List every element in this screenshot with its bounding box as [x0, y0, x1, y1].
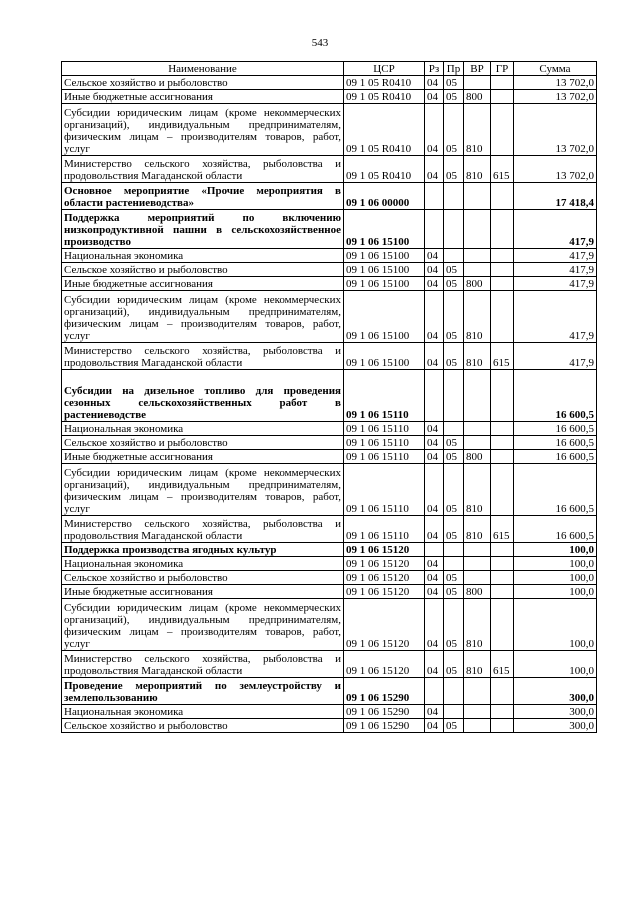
- cell-name: Иные бюджетные ассигнования: [62, 90, 344, 104]
- cell-sum: 16 600,5: [514, 422, 597, 436]
- cell-name: Основное мероприятие «Прочие мероприятия в области растениеводства»: [62, 183, 344, 210]
- cell-gr: [491, 585, 514, 599]
- cell-vr: 800: [464, 277, 491, 291]
- cell-gr: [491, 90, 514, 104]
- cell-sum: 300,0: [514, 678, 597, 705]
- cell-gr: [491, 291, 514, 343]
- table-row: [62, 450, 597, 464]
- cell-gr: 615: [491, 156, 514, 183]
- table-row: [62, 599, 597, 651]
- table-row: [62, 436, 597, 450]
- table-row: [62, 277, 597, 291]
- cell-vr: [464, 571, 491, 585]
- table-row: [62, 104, 597, 156]
- budget-table: [61, 61, 597, 733]
- cell-csr: 09 1 06 15110: [344, 436, 425, 450]
- cell-rz: 04: [425, 651, 444, 678]
- cell-name: Национальная экономика: [62, 557, 344, 571]
- cell-name: Субсидии юридическим лицам (кроме некоммерческих организаций), индивидуальным предпринимателям, физическим лицам – производителям товаров, работ, услуг: [62, 464, 344, 516]
- table-row: [62, 249, 597, 263]
- cell-rz: 04: [425, 436, 444, 450]
- cell-gr: [491, 210, 514, 249]
- cell-rz: 04: [425, 464, 444, 516]
- cell-gr: 615: [491, 516, 514, 543]
- cell-csr: 09 1 06 15120: [344, 571, 425, 585]
- cell-name: Министерство сельского хозяйства, рыболовства и продовольствия Магаданской области: [62, 516, 344, 543]
- cell-name: Сельское хозяйство и рыболовство: [62, 263, 344, 277]
- cell-pr: [444, 543, 464, 557]
- cell-vr: [464, 543, 491, 557]
- cell-sum: 100,0: [514, 651, 597, 678]
- cell-csr: 09 1 06 15100: [344, 343, 425, 370]
- cell-rz: 04: [425, 156, 444, 183]
- cell-rz: 04: [425, 76, 444, 90]
- cell-rz: 04: [425, 263, 444, 277]
- cell-rz: 04: [425, 291, 444, 343]
- cell-pr: 05: [444, 291, 464, 343]
- header-sum: Сумма: [514, 62, 597, 76]
- cell-csr: 09 1 06 15110: [344, 370, 425, 422]
- cell-vr: [464, 183, 491, 210]
- cell-pr: 05: [444, 599, 464, 651]
- cell-rz: [425, 370, 444, 422]
- cell-pr: 05: [444, 651, 464, 678]
- cell-sum: 100,0: [514, 585, 597, 599]
- cell-pr: 05: [444, 343, 464, 370]
- cell-gr: [491, 543, 514, 557]
- cell-vr: [464, 557, 491, 571]
- cell-rz: 04: [425, 450, 444, 464]
- cell-rz: 04: [425, 104, 444, 156]
- cell-csr: 09 1 06 15120: [344, 599, 425, 651]
- cell-vr: 800: [464, 90, 491, 104]
- cell-name: Субсидии юридическим лицам (кроме некоммерческих организаций), индивидуальным предпринимателям, физическим лицам – производителям товаров, работ, услуг: [62, 104, 344, 156]
- cell-gr: [491, 370, 514, 422]
- cell-vr: [464, 678, 491, 705]
- cell-vr: [464, 705, 491, 719]
- table-row: [62, 343, 597, 370]
- cell-name: Национальная экономика: [62, 705, 344, 719]
- cell-vr: 810: [464, 516, 491, 543]
- cell-vr: 810: [464, 156, 491, 183]
- cell-vr: [464, 210, 491, 249]
- cell-vr: [464, 263, 491, 277]
- cell-pr: [444, 705, 464, 719]
- cell-name: Министерство сельского хозяйства, рыболовства и продовольствия Магаданской области: [62, 651, 344, 678]
- cell-name: Национальная экономика: [62, 249, 344, 263]
- cell-sum: 417,9: [514, 210, 597, 249]
- cell-rz: 04: [425, 557, 444, 571]
- cell-pr: [444, 557, 464, 571]
- page-number: 543: [311, 37, 329, 49]
- table-row: [62, 571, 597, 585]
- cell-sum: 16 600,5: [514, 464, 597, 516]
- cell-gr: [491, 183, 514, 210]
- cell-gr: 615: [491, 343, 514, 370]
- cell-name: Сельское хозяйство и рыболовство: [62, 76, 344, 90]
- cell-csr: 09 1 06 15100: [344, 263, 425, 277]
- cell-rz: 04: [425, 277, 444, 291]
- table-body: [62, 76, 597, 733]
- cell-pr: 05: [444, 436, 464, 450]
- cell-rz: [425, 543, 444, 557]
- cell-gr: [491, 599, 514, 651]
- cell-pr: [444, 210, 464, 249]
- cell-sum: 417,9: [514, 249, 597, 263]
- table-row: [62, 651, 597, 678]
- cell-sum: 100,0: [514, 571, 597, 585]
- table-row: [62, 291, 597, 343]
- table-row: [62, 156, 597, 183]
- cell-sum: 16 600,5: [514, 516, 597, 543]
- cell-name: Субсидии юридическим лицам (кроме некоммерческих организаций), индивидуальным предпринимателям, физическим лицам – производителям товаров, работ, услуг: [62, 291, 344, 343]
- cell-sum: 13 702,0: [514, 104, 597, 156]
- cell-name: Национальная экономика: [62, 422, 344, 436]
- cell-sum: 100,0: [514, 599, 597, 651]
- cell-vr: [464, 370, 491, 422]
- cell-name: Сельское хозяйство и рыболовство: [62, 719, 344, 733]
- cell-sum: 13 702,0: [514, 156, 597, 183]
- cell-csr: 09 1 06 15110: [344, 464, 425, 516]
- cell-csr: 09 1 06 15290: [344, 678, 425, 705]
- cell-pr: 05: [444, 516, 464, 543]
- cell-vr: [464, 76, 491, 90]
- cell-gr: [491, 104, 514, 156]
- table-row: [62, 76, 597, 90]
- cell-name: Сельское хозяйство и рыболовство: [62, 436, 344, 450]
- cell-sum: 300,0: [514, 719, 597, 733]
- cell-pr: [444, 678, 464, 705]
- cell-sum: 100,0: [514, 543, 597, 557]
- cell-rz: 04: [425, 719, 444, 733]
- cell-rz: 04: [425, 422, 444, 436]
- cell-rz: [425, 678, 444, 705]
- cell-name: Сельское хозяйство и рыболовство: [62, 571, 344, 585]
- cell-csr: 09 1 06 15290: [344, 705, 425, 719]
- cell-csr: 09 1 06 00000: [344, 183, 425, 210]
- cell-rz: 04: [425, 343, 444, 370]
- cell-gr: [491, 450, 514, 464]
- cell-pr: 05: [444, 263, 464, 277]
- cell-gr: [491, 76, 514, 90]
- cell-sum: 100,0: [514, 557, 597, 571]
- cell-pr: 05: [444, 464, 464, 516]
- cell-gr: [491, 422, 514, 436]
- cell-pr: 05: [444, 156, 464, 183]
- cell-gr: [491, 719, 514, 733]
- cell-vr: 810: [464, 291, 491, 343]
- cell-vr: [464, 422, 491, 436]
- cell-rz: 04: [425, 249, 444, 263]
- cell-csr: 09 1 06 15120: [344, 543, 425, 557]
- cell-sum: 17 418,4: [514, 183, 597, 210]
- cell-rz: 04: [425, 599, 444, 651]
- table-row: [62, 422, 597, 436]
- cell-csr: 09 1 06 15120: [344, 585, 425, 599]
- header-csr: ЦСР: [344, 62, 425, 76]
- table-row: [62, 585, 597, 599]
- cell-vr: [464, 436, 491, 450]
- cell-csr: 09 1 06 15100: [344, 210, 425, 249]
- table-row: [62, 543, 597, 557]
- cell-name: Проведение мероприятий по землеустройству и землепользованию: [62, 678, 344, 705]
- cell-pr: 05: [444, 76, 464, 90]
- header-vr: ВР: [464, 62, 491, 76]
- cell-gr: [491, 464, 514, 516]
- table-row: [62, 183, 597, 210]
- header-pr: Пр: [444, 62, 464, 76]
- cell-gr: [491, 557, 514, 571]
- cell-vr: 810: [464, 104, 491, 156]
- cell-vr: 800: [464, 450, 491, 464]
- cell-csr: 09 1 05 R0410: [344, 104, 425, 156]
- header-name: Наименование: [62, 62, 344, 76]
- table-row: [62, 719, 597, 733]
- cell-gr: [491, 436, 514, 450]
- table-row: [62, 678, 597, 705]
- cell-gr: [491, 263, 514, 277]
- cell-rz: 04: [425, 90, 444, 104]
- header-gr: ГР: [491, 62, 514, 76]
- cell-vr: [464, 249, 491, 263]
- header-row: [62, 62, 597, 76]
- cell-name: Иные бюджетные ассигнования: [62, 277, 344, 291]
- cell-sum: 417,9: [514, 277, 597, 291]
- cell-name: Министерство сельского хозяйства, рыболовства и продовольствия Магаданской области: [62, 156, 344, 183]
- cell-csr: 09 1 06 15290: [344, 719, 425, 733]
- table-row: [62, 705, 597, 719]
- cell-gr: [491, 678, 514, 705]
- cell-sum: 13 702,0: [514, 76, 597, 90]
- cell-sum: 16 600,5: [514, 450, 597, 464]
- cell-pr: [444, 422, 464, 436]
- cell-pr: 05: [444, 277, 464, 291]
- cell-sum: 16 600,5: [514, 370, 597, 422]
- cell-name: Поддержка мероприятий по включению низкопродуктивной пашни в сельскохозяйственное производство: [62, 210, 344, 249]
- cell-sum: 417,9: [514, 343, 597, 370]
- cell-sum: 417,9: [514, 263, 597, 277]
- cell-csr: 09 1 06 15120: [344, 557, 425, 571]
- cell-csr: 09 1 06 15110: [344, 450, 425, 464]
- table-row: [62, 557, 597, 571]
- cell-vr: 810: [464, 464, 491, 516]
- cell-name: Министерство сельского хозяйства, рыболовства и продовольствия Магаданской области: [62, 343, 344, 370]
- cell-sum: 300,0: [514, 705, 597, 719]
- header-rz: Рз: [425, 62, 444, 76]
- cell-csr: 09 1 06 15110: [344, 422, 425, 436]
- cell-vr: [464, 719, 491, 733]
- cell-rz: 04: [425, 571, 444, 585]
- cell-csr: 09 1 06 15110: [344, 516, 425, 543]
- cell-rz: [425, 210, 444, 249]
- table-row: [62, 90, 597, 104]
- cell-gr: 615: [491, 651, 514, 678]
- table-row: [62, 210, 597, 249]
- table-row: [62, 516, 597, 543]
- cell-pr: 05: [444, 90, 464, 104]
- cell-name: Иные бюджетные ассигнования: [62, 450, 344, 464]
- table-row: [62, 464, 597, 516]
- cell-pr: [444, 370, 464, 422]
- cell-sum: 417,9: [514, 291, 597, 343]
- cell-rz: 04: [425, 705, 444, 719]
- cell-pr: [444, 183, 464, 210]
- cell-csr: 09 1 06 15100: [344, 291, 425, 343]
- cell-gr: [491, 705, 514, 719]
- cell-pr: 05: [444, 450, 464, 464]
- cell-vr: 810: [464, 599, 491, 651]
- cell-vr: 810: [464, 651, 491, 678]
- cell-name: Субсидии на дизельное топливо для проведения сезонных сельскохозяйственных работ в растениеводстве: [62, 370, 344, 422]
- cell-pr: [444, 249, 464, 263]
- cell-pr: 05: [444, 719, 464, 733]
- cell-csr: 09 1 06 15100: [344, 249, 425, 263]
- cell-csr: 09 1 06 15120: [344, 651, 425, 678]
- cell-sum: 13 702,0: [514, 90, 597, 104]
- cell-rz: 04: [425, 516, 444, 543]
- table-row: [62, 370, 597, 422]
- cell-csr: 09 1 05 R0410: [344, 156, 425, 183]
- cell-rz: 04: [425, 585, 444, 599]
- cell-rz: [425, 183, 444, 210]
- cell-name: Субсидии юридическим лицам (кроме некоммерческих организаций), индивидуальным предпринимателям, физическим лицам – производителям товаров, работ, услуг: [62, 599, 344, 651]
- cell-name: Поддержка производства ягодных культур: [62, 543, 344, 557]
- cell-pr: 05: [444, 585, 464, 599]
- cell-vr: 810: [464, 343, 491, 370]
- table-row: [62, 263, 597, 277]
- cell-pr: 05: [444, 571, 464, 585]
- cell-gr: [491, 277, 514, 291]
- cell-csr: 09 1 05 R0410: [344, 76, 425, 90]
- cell-sum: 16 600,5: [514, 436, 597, 450]
- cell-pr: 05: [444, 104, 464, 156]
- cell-csr: 09 1 06 15100: [344, 277, 425, 291]
- cell-vr: 800: [464, 585, 491, 599]
- cell-name: Иные бюджетные ассигнования: [62, 585, 344, 599]
- cell-gr: [491, 571, 514, 585]
- cell-csr: 09 1 05 R0410: [344, 90, 425, 104]
- cell-gr: [491, 249, 514, 263]
